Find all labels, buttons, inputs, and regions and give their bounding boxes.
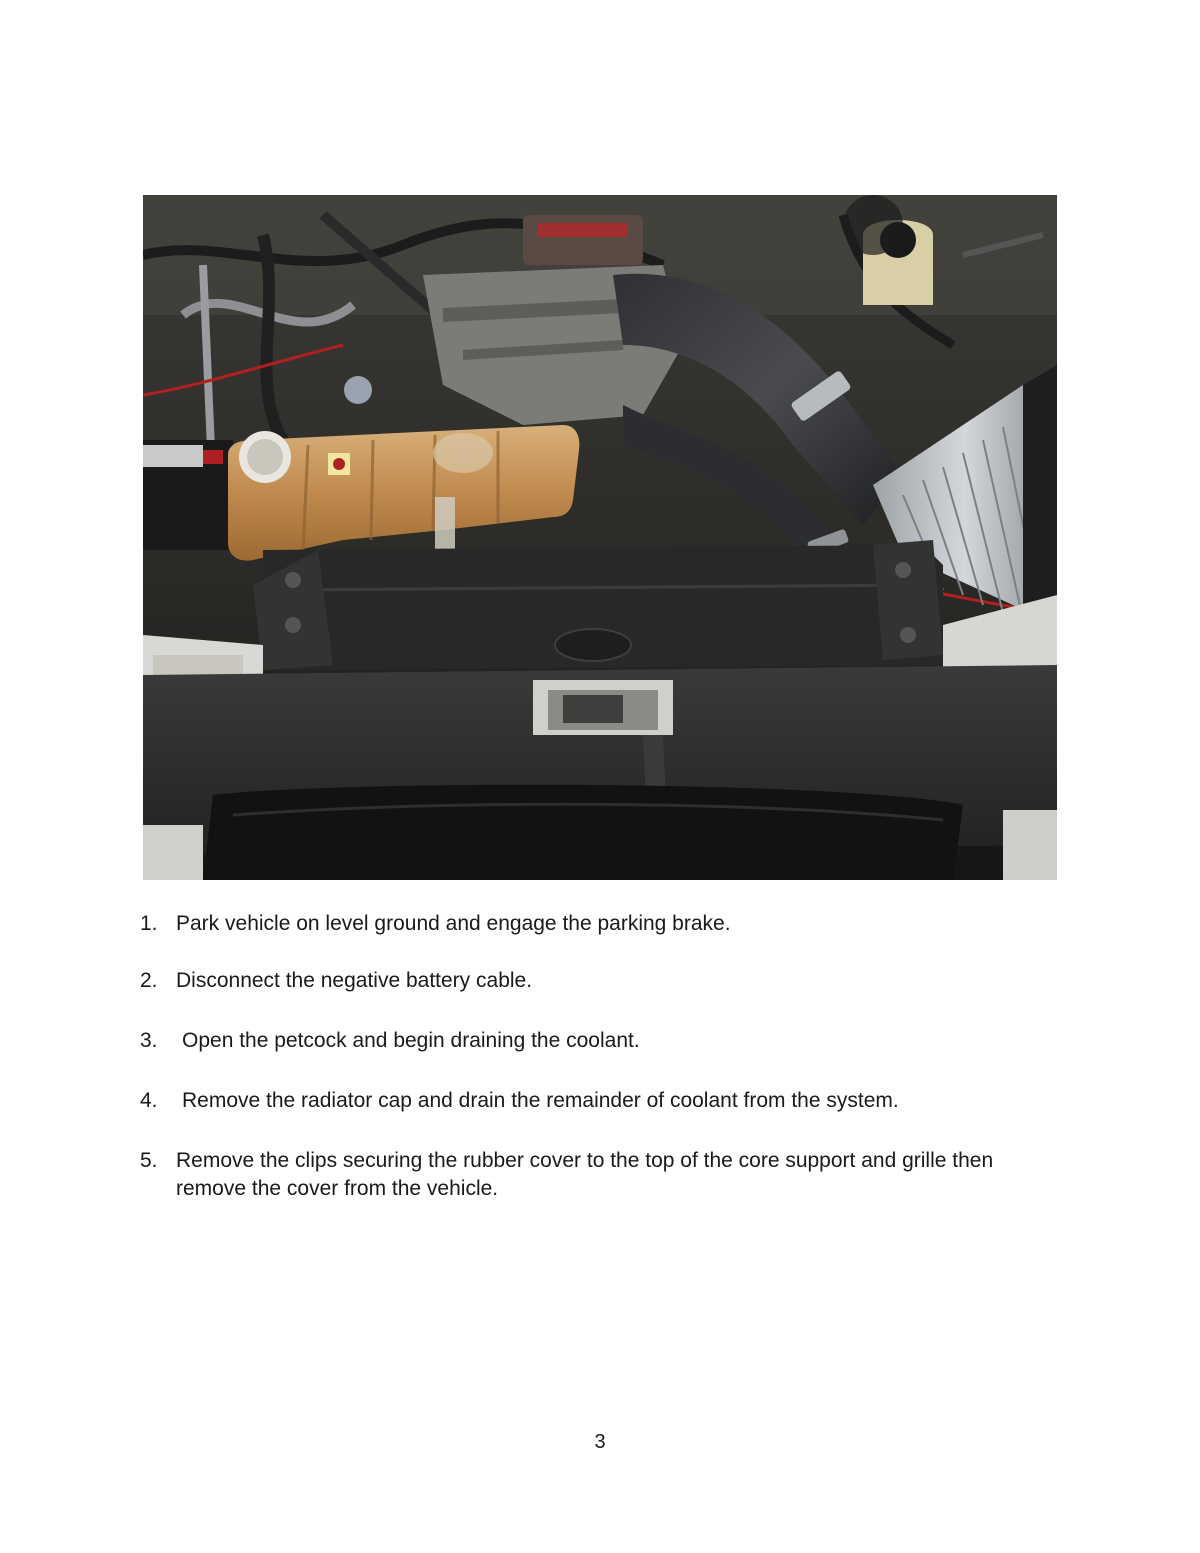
step-item [140, 1027, 640, 1055]
step-text: Remove the radiator cap and drain the remainder of coolant from the system. [182, 1089, 899, 1112]
engine-bay-photo [143, 195, 1057, 880]
page-number: 3 [594, 1431, 606, 1453]
step-item [140, 1087, 899, 1115]
step-number: 1. [140, 912, 158, 935]
step-item [140, 967, 532, 995]
step-number: 4. [140, 1089, 158, 1112]
step-text: Remove the clips securing the rubber cover to the top of the core support and grille then remove the cover from the vehicle. [176, 1149, 994, 1200]
step-number: 5. [140, 1149, 158, 1172]
step-number: 3. [140, 1029, 158, 1052]
step-text: Disconnect the negative battery cable. [176, 969, 533, 992]
step-text: Open the petcock and begin draining the coolant. [182, 1029, 640, 1052]
step-number: 2. [140, 969, 158, 992]
step-item [140, 1147, 1040, 1203]
step-item [140, 910, 731, 938]
step-text: Park vehicle on level ground and engage the parking brake. [176, 912, 731, 935]
